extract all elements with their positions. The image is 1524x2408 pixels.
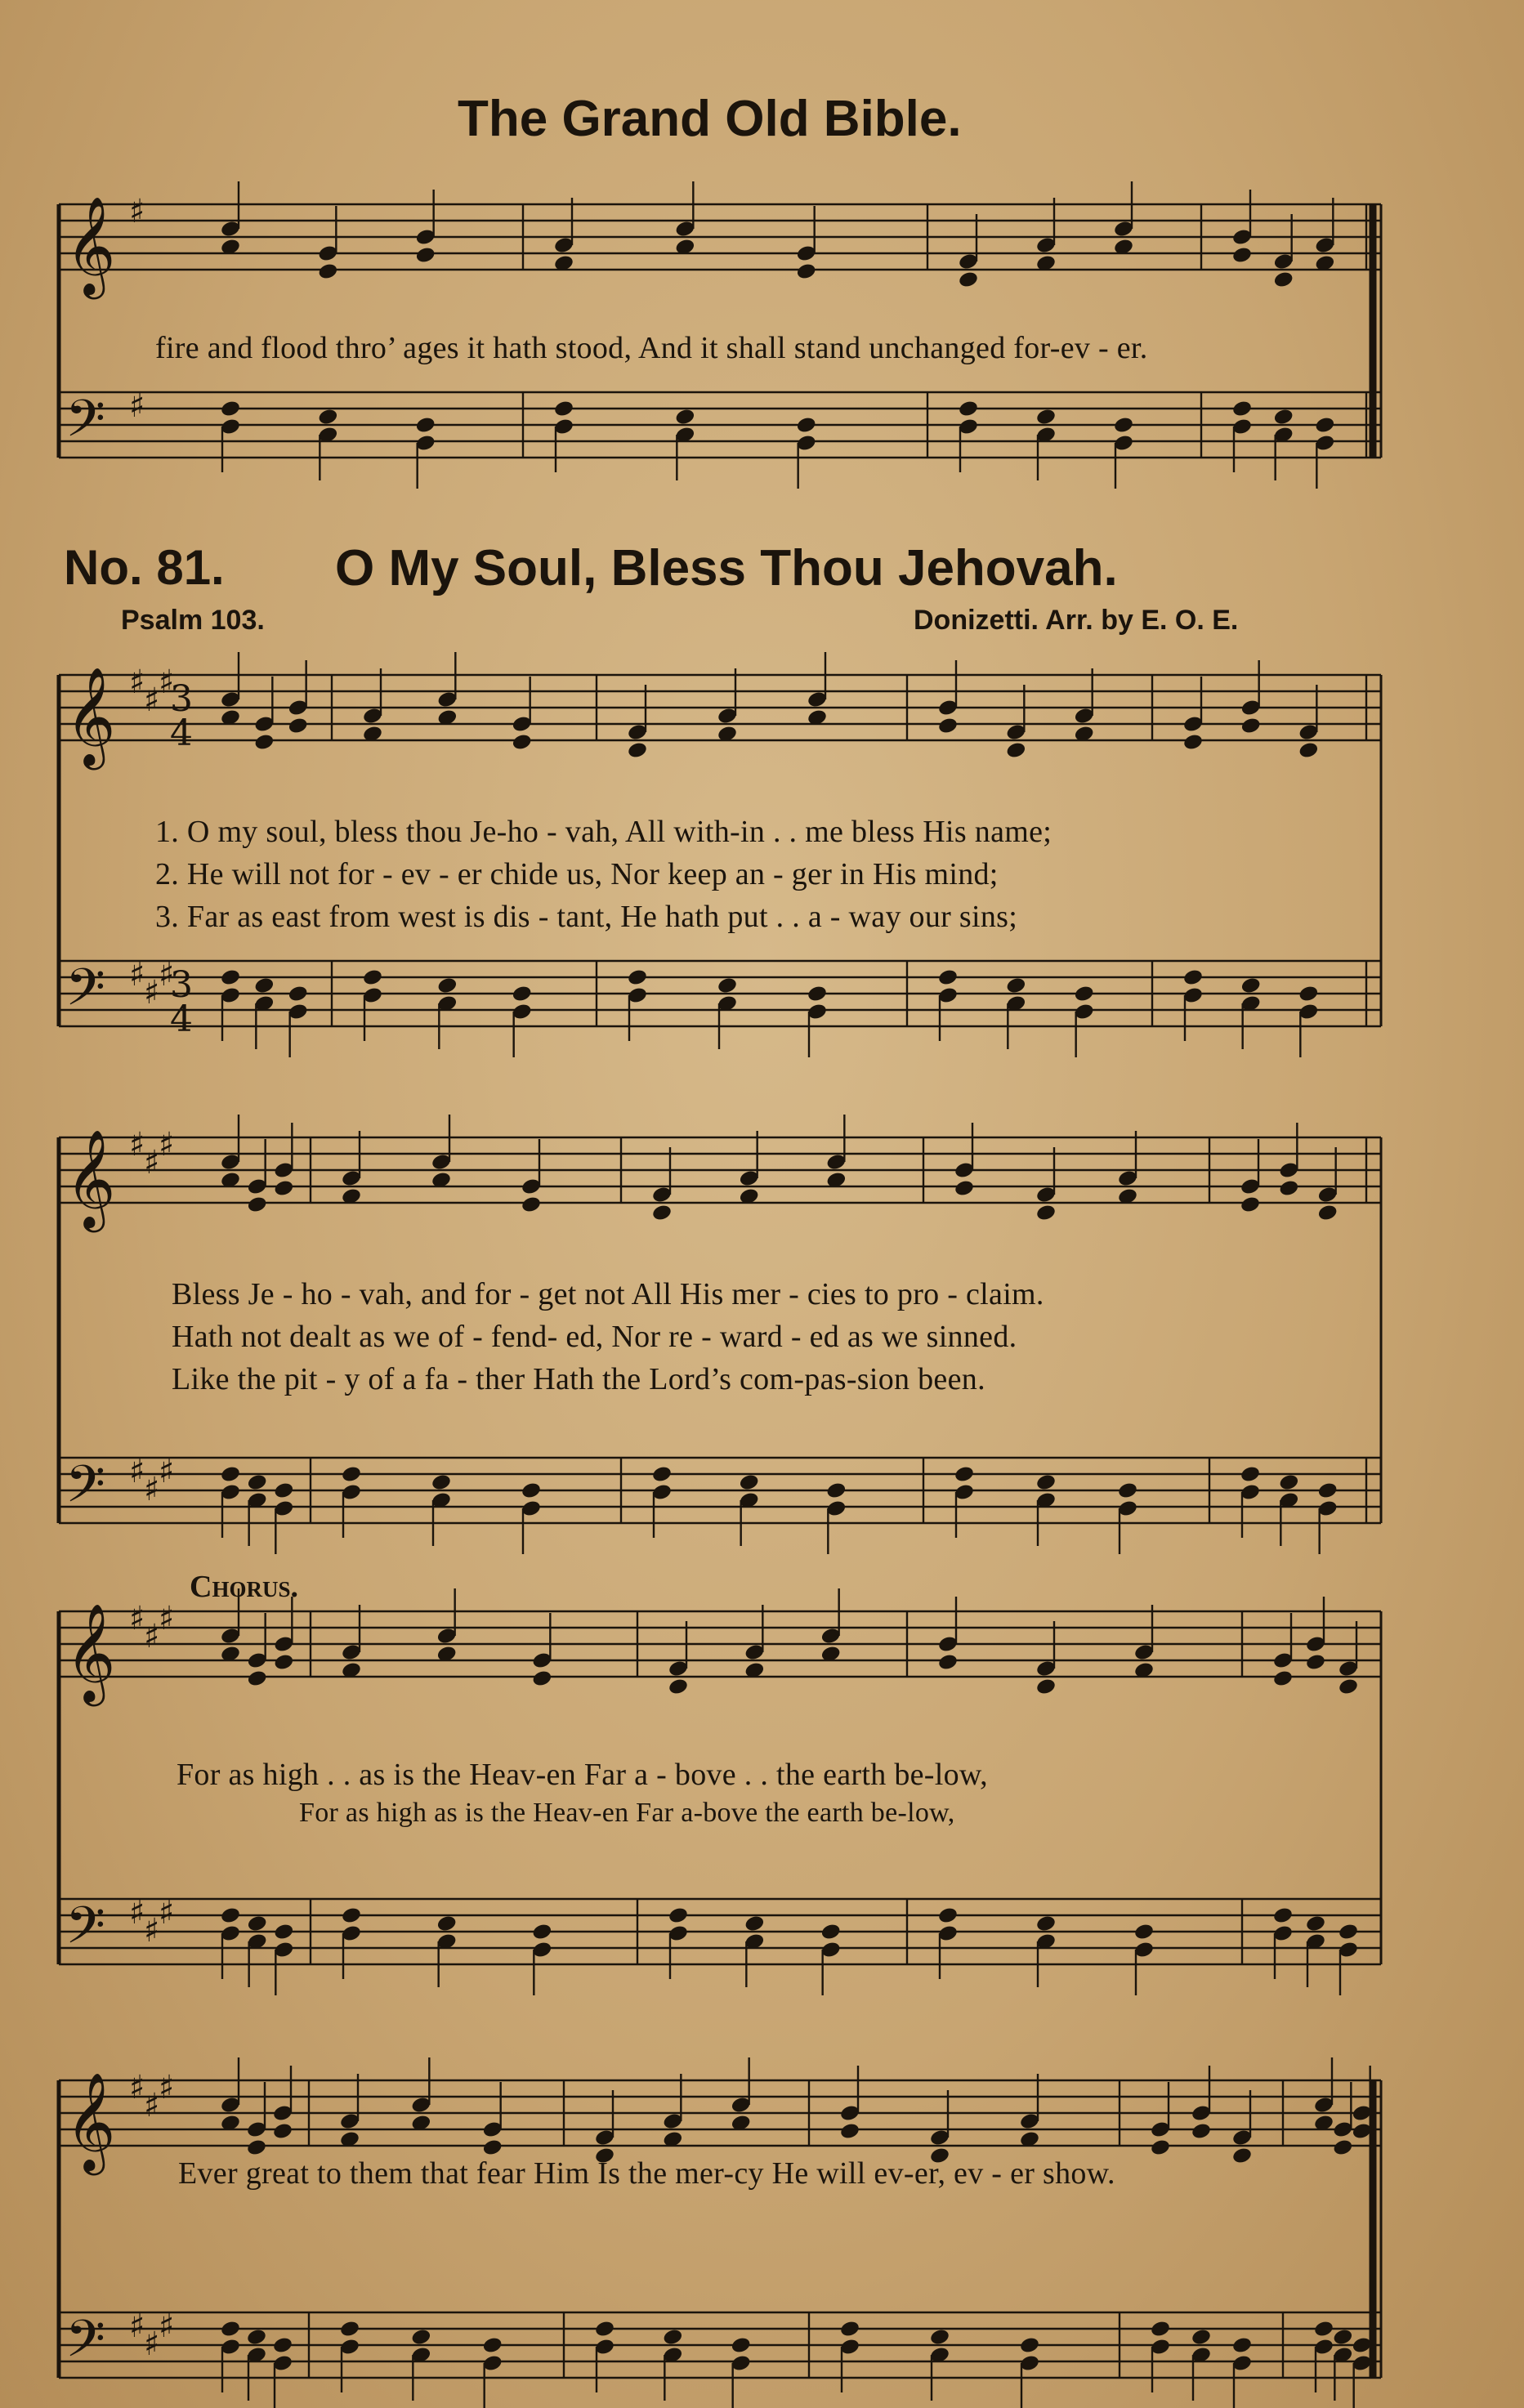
note-head <box>651 1465 673 1484</box>
sharp-icon: ♯ <box>144 974 160 1012</box>
note-head <box>253 976 275 995</box>
verse-3-line-1: 3. Far as east from west is dis - tant, He hath put . . a - way our sins; <box>155 900 1018 934</box>
sharp-icon: ♯ <box>144 681 160 719</box>
treble-clef-icon: 𝄞 <box>65 195 116 295</box>
note-head <box>958 270 979 289</box>
sharp-icon: ♯ <box>159 2069 175 2106</box>
note-head <box>1240 976 1262 995</box>
note-head <box>1231 400 1253 418</box>
prev-hymn-lyric: fire and flood thro’ ages it hath stood, And it shall stand unchanged for-ev - er. <box>155 331 1148 365</box>
chorus-label: Chorus. <box>190 1570 298 1604</box>
note-head <box>247 1669 268 1688</box>
note-head <box>1150 2138 1171 2157</box>
note-head <box>1273 270 1294 289</box>
note-head <box>253 733 275 752</box>
note-head <box>273 1481 294 1500</box>
note-head <box>288 717 309 735</box>
time-sig-bottom: 4 <box>170 998 193 1040</box>
note-head <box>807 985 828 1003</box>
note-head <box>1191 2328 1212 2347</box>
note-head <box>273 1923 294 1941</box>
note-head <box>839 2320 860 2339</box>
note-head <box>1191 2122 1212 2141</box>
note-head <box>341 1465 362 1484</box>
note-head <box>796 262 817 281</box>
note-head <box>1035 408 1057 427</box>
scripture-reference: Psalm 103. <box>121 605 265 636</box>
note-head <box>521 1195 542 1214</box>
note-head <box>1278 1179 1299 1198</box>
note-head <box>929 2328 950 2347</box>
note-head <box>317 408 338 427</box>
note-head <box>954 1179 975 1198</box>
treble-clef-icon: 𝄞 <box>65 1128 116 1228</box>
time-sig-bottom: 4 <box>170 713 193 754</box>
bass-clef-icon: 𝄢 <box>65 1454 105 1526</box>
note-head <box>553 400 574 418</box>
sharp-icon: ♯ <box>159 2307 175 2345</box>
bass-clef-icon: 𝄢 <box>65 2308 105 2381</box>
prev-hymn-title: The Grand Old Bible. <box>458 91 962 147</box>
note-head <box>246 2328 267 2347</box>
note-head <box>731 2336 752 2355</box>
note-head <box>958 400 979 418</box>
note-head <box>339 2320 360 2339</box>
sharp-icon: ♯ <box>144 1912 160 1950</box>
note-head <box>1272 1669 1294 1688</box>
note-head <box>1273 408 1294 427</box>
treble-clef-icon: 𝄞 <box>65 666 116 766</box>
note-head <box>1182 968 1204 987</box>
sharp-icon: ♯ <box>144 1144 160 1182</box>
note-head <box>415 246 436 265</box>
note-head <box>247 1195 268 1214</box>
note-head <box>317 262 338 281</box>
chorus-line-1-bass: For as high as is the Heav-en Far a-bove the earth be-low, <box>299 1798 955 1828</box>
note-head <box>668 1906 689 1925</box>
note-head <box>273 1179 294 1198</box>
note-head <box>937 1906 959 1925</box>
note-head <box>1231 2147 1253 2165</box>
sharp-icon: ♯ <box>144 2325 160 2363</box>
note-head <box>739 1473 760 1492</box>
bass-clef-icon: 𝄢 <box>65 1895 105 1968</box>
note-head <box>1240 1465 1261 1484</box>
verse-2-line-2: Hath not dealt as we of - fend- ed, Nor re - ward - ed as we sinned. <box>172 1320 1017 1354</box>
note-head <box>1313 2320 1334 2339</box>
note-head <box>1332 2138 1353 2157</box>
note-head <box>627 968 648 987</box>
sharp-icon: ♯ <box>129 1894 145 1932</box>
sharp-icon: ♯ <box>129 663 145 701</box>
bass-clef-icon: 𝄢 <box>65 957 105 1030</box>
verse-2-line-1: 2. He will not for - ev - er chide us, Nor keep an - ger in His mind; <box>155 857 999 891</box>
note-head <box>1035 1473 1057 1492</box>
note-head <box>1035 1204 1057 1222</box>
note-head <box>1240 1195 1261 1214</box>
composer-credit: Donizetti. Arr. by E. O. E. <box>914 605 1239 636</box>
note-head <box>1317 1204 1339 1222</box>
note-head <box>531 1669 552 1688</box>
note-head <box>651 1204 673 1222</box>
note-head <box>220 400 241 418</box>
note-head <box>1314 416 1335 435</box>
sharp-icon: ♯ <box>129 193 145 230</box>
verse-1-line-1: 1. O my soul, bless thou Je-ho - vah, All with-in . . me bless His name; <box>155 815 1052 849</box>
note-head <box>1298 741 1319 760</box>
note-head <box>436 976 458 995</box>
note-head <box>272 2122 293 2141</box>
note-head <box>1019 2336 1040 2355</box>
note-head <box>937 968 959 987</box>
note-head <box>820 1923 842 1941</box>
note-head <box>717 976 738 995</box>
note-head <box>668 1678 689 1696</box>
sharp-icon: ♯ <box>159 663 175 701</box>
note-head <box>1338 1923 1359 1941</box>
sharp-icon: ♯ <box>144 1618 160 1655</box>
treble-clef-icon: 𝄞 <box>65 2071 116 2171</box>
sharp-icon: ♯ <box>129 1600 145 1637</box>
note-head <box>1305 1914 1326 1933</box>
note-head <box>627 741 648 760</box>
note-head <box>744 1914 765 1933</box>
note-head <box>1150 2320 1171 2339</box>
note-head <box>1332 2328 1353 2347</box>
hymn-title: O My Soul, Bless Thou Jehovah. <box>335 540 1118 596</box>
sharp-icon: ♯ <box>129 2069 145 2106</box>
note-head <box>341 1906 362 1925</box>
note-head <box>431 1473 452 1492</box>
hymn-number: No. 81. <box>64 540 225 595</box>
sharp-icon: ♯ <box>159 956 175 994</box>
note-head <box>825 1481 847 1500</box>
note-head <box>273 1653 294 1672</box>
note-head <box>1272 1906 1294 1925</box>
bass-clef-icon: 𝄢 <box>65 388 105 461</box>
note-head <box>482 2336 503 2355</box>
note-head <box>272 2336 293 2355</box>
note-head <box>362 968 383 987</box>
chorus-line-2: Ever great to them that fear Him Is the mer-cy He will ev-er, ev - er show. <box>178 2156 1115 2191</box>
note-head <box>1117 1481 1138 1500</box>
note-head <box>220 968 241 987</box>
note-head <box>246 2138 267 2157</box>
sharp-icon: ♯ <box>129 2307 145 2345</box>
note-head <box>512 733 533 752</box>
note-head <box>937 717 959 735</box>
note-head <box>521 1481 542 1500</box>
note-head <box>1338 1678 1359 1696</box>
note-head <box>839 2122 860 2141</box>
note-head <box>220 1465 241 1484</box>
time-sig-top: 3 <box>170 964 193 1006</box>
note-head <box>436 1914 458 1933</box>
note-head <box>1074 985 1095 1003</box>
note-head <box>1182 733 1204 752</box>
note-head <box>1298 985 1319 1003</box>
note-head <box>1305 1653 1326 1672</box>
note-head <box>288 985 309 1003</box>
note-head <box>410 2328 431 2347</box>
note-head <box>482 2138 503 2157</box>
note-head <box>1317 1481 1339 1500</box>
note-head <box>1005 741 1026 760</box>
sharp-icon: ♯ <box>129 1453 145 1490</box>
note-head <box>937 1653 959 1672</box>
note-head <box>1133 1923 1155 1941</box>
sharp-icon: ♯ <box>159 1894 175 1932</box>
sharp-icon: ♯ <box>159 1126 175 1164</box>
sharp-icon: ♯ <box>144 1471 160 1508</box>
sharp-icon: ♯ <box>129 1126 145 1164</box>
time-sig-top: 3 <box>170 678 193 720</box>
note-head <box>674 408 695 427</box>
note-head <box>531 1923 552 1941</box>
sharp-icon: ♯ <box>129 956 145 994</box>
chorus-line-1: For as high . . as is the Heav-en Far a - bove . . the earth be-low, <box>177 1758 988 1792</box>
note-head <box>1231 2336 1253 2355</box>
note-head <box>1240 717 1262 735</box>
note-head <box>1035 1678 1057 1696</box>
note-head <box>594 2320 615 2339</box>
note-head <box>247 1914 268 1933</box>
note-head <box>1231 246 1253 265</box>
note-head <box>220 1906 241 1925</box>
note-head <box>796 416 817 435</box>
verse-1-line-2: Bless Je - ho - vah, and for - get not All His mer - cies to pro - claim. <box>172 1277 1044 1311</box>
sharp-icon: ♯ <box>159 1600 175 1637</box>
note-head <box>1035 1914 1057 1933</box>
note-head <box>1005 976 1026 995</box>
note-head <box>415 416 436 435</box>
verse-3-line-2: Like the pit - y of a fa - ther Hath the Lord’s com-pas-sion been. <box>172 1362 985 1396</box>
note-head <box>220 2320 241 2339</box>
note-head <box>1113 416 1134 435</box>
note-head <box>662 2328 683 2347</box>
treble-clef-icon: 𝄞 <box>65 1602 116 1702</box>
note-head <box>954 1465 975 1484</box>
note-head <box>1278 1473 1299 1492</box>
sharp-icon: ♯ <box>144 2087 160 2124</box>
note-head <box>247 1473 268 1492</box>
note-head <box>512 985 533 1003</box>
sharp-icon: ♯ <box>129 387 145 425</box>
sharp-icon: ♯ <box>159 1453 175 1490</box>
